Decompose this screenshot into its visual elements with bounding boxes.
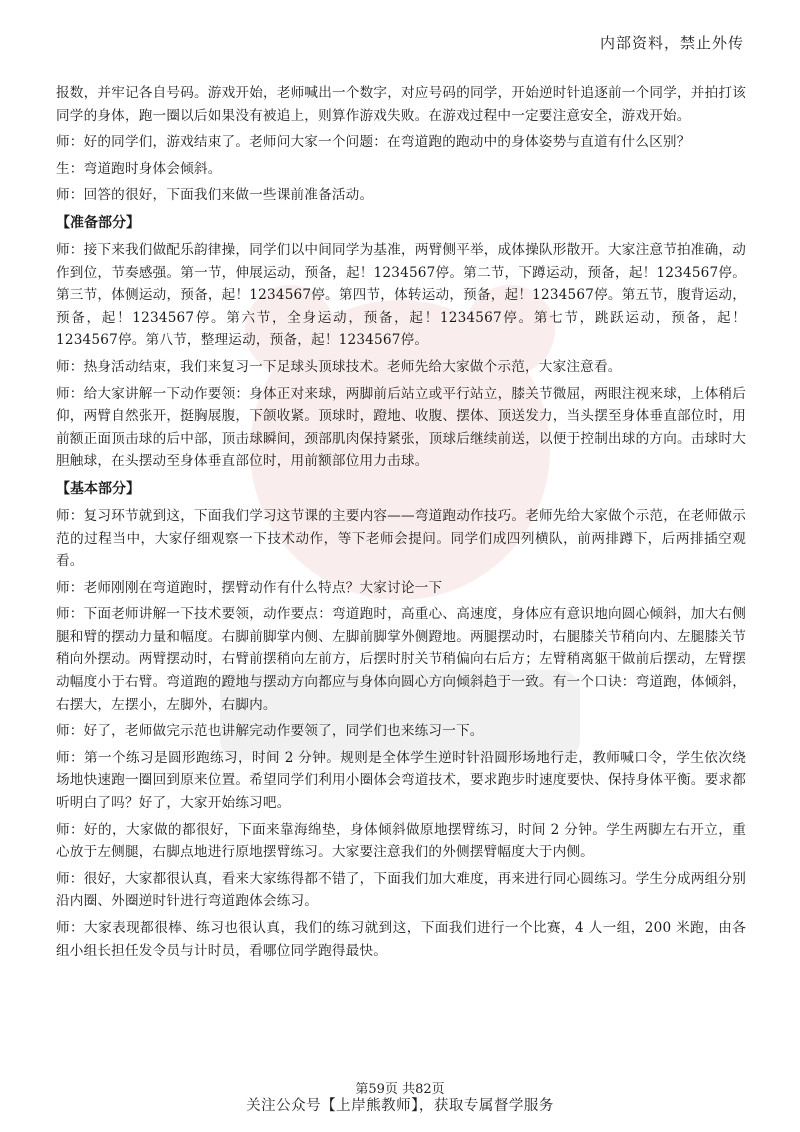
paragraph: 师：很好，大家都很认真，看来大家练得都不错了，下面我们加大难度，再来进行同心圆练习。学生分成两组分别沿内圈、外圈逆时针进行弯道跑体会练习。 bbox=[56, 870, 746, 910]
paragraph: 师：给大家讲解一下动作要领：身体正对来球，两脚前后站立或平行站立，膝关节微屈，两眼注视来球，上体稍后仰，两臂自然张开，挺胸展腹，下颌收紧。顶球时，蹬地、收腹、摆体、顶送发力，当头摆至身体垂直部位时，用前额正面顶击球的后中部，顶击球瞬间，颈部肌肉保持紧张，顶球后继续前送，以便于控制出球的方向。击球时大胆触球，在头摆动至身体垂直部位时，用前额部位用力击球。 bbox=[56, 385, 746, 470]
paragraph: 师：复习环节就到这，下面我们学习这节课的主要内容——弯道跑动作技巧。老师先给大家做个示范，在老师做示范的过程当中，大家仔细观察一下技术动作，等下老师会提问。同学们成四列横队，前两排蹲下，后两排插空观看。 bbox=[56, 507, 746, 570]
section-heading-basic: 【基本部分】 bbox=[56, 480, 140, 497]
confidential-note: 内部资料，禁止外传 bbox=[599, 34, 744, 52]
paragraph: 报数，并牢记各自号码。游戏开始，老师喊出一个数字，对应号码的同学，开始逆时针追逐前一个同学，并拍打该同学的身体，跑一圈以后如果没有被追上，则算作游戏失败。在游戏过程中一定要注意安全，游戏开始。 bbox=[56, 85, 746, 124]
promo-text: 关注公众号【上岸熊教师】，获取专属督学服务 bbox=[246, 1098, 554, 1114]
paragraph: 师：热身活动结束，我们来复习一下足球头顶球技术。老师先给大家做个示范，大家注意看。 bbox=[56, 358, 622, 375]
paragraph: 师：好的同学们，游戏结束了。老师问大家一个问题：在弯道跑的跑动中的身体姿势与直道有什么区别？ bbox=[56, 134, 691, 151]
paragraph: 师：老师刚刚在弯道跑时，摆臂动作有什么特点？大家讨论一下 bbox=[56, 579, 443, 596]
paragraph: 师：第一个练习是圆形跑练习，时间 2 分钟。规则是全体学生逆时针沿圆形场地行走，教师喊口令，学生依次绕场地快速跑一圈回到原来位置。希望同学们利用小圈体会弯道技术，要求跑步时速度要快、保持身体平衡。要求都听明白了吗？好了，大家开始练习吧。 bbox=[56, 749, 746, 812]
paragraph: 师：回答的很好，下面我们来做一些课前准备活动。 bbox=[56, 187, 374, 204]
section-heading-preparation: 【准备部分】 bbox=[56, 214, 140, 231]
paragraph: 师：大家表现都很棒、练习也很认真，我们的练习就到这，下面我们进行一个比赛，4 人一组，200 米跑，由各组小组长担任发令员与计时员，看哪位同学跑得最快。 bbox=[56, 920, 746, 959]
paragraph: 师：下面老师讲解一下技术要领，动作要点：弯道跑时，高重心、高速度，身体应有意识地向圆心倾斜，加大右侧腿和臂的摆动力量和幅度。右脚前脚掌内侧、左脚前脚掌外侧蹬地。两腿摆动时，右腿膝关节稍向内、左腿膝关节稍向外摆动。两臂摆动时，右臂前摆稍向左前方，后摆时肘关节稍偏向右后方；左臂稍离躯干做前后摆动，左臂摆动幅度小于右臂。弯道跑的蹬地与摆动方向都应与身体向圆心方向倾斜趋于一致。有一个口诀：弯道跑，体倾斜，右摆大，左摆小，左脚外，右脚内。 bbox=[56, 606, 746, 713]
document-body bbox=[56, 82, 746, 966]
paragraph: 生：弯道跑时身体会倾斜。 bbox=[56, 160, 222, 177]
paragraph: 师：接下来我们做配乐韵律操，同学们以中间同学为基准，两臂侧平举，成体操队形散开。大家注意节拍准确，动作到位，节奏感强。第一节，伸展运动，预备，起！1234567停。第二节，下蹲运动，预备，起！1234567停。第三节，体侧运动，预备，起！1234567停。第四节，体转运动，预备，起！1234567停。第五节，腹背运动，预备，起！1234567停。第六节，全身运动，预备，起！1234567停。第七节，跳跃运动，预备，起！1234567停。第八节，整理运动，预备，起！1234567停。 bbox=[56, 241, 746, 349]
page-number: 第59页 共82页 bbox=[355, 1082, 445, 1097]
paragraph: 师：好的，大家做的都很好，下面来靠海绵垫，身体倾斜做原地摆臂练习，时间 2 分钟。学生两脚左右开立，重心放于左侧腿，右脚点地进行原地摆臂练习。大家要注意我们的外侧摆臂幅度大于内侧。 bbox=[56, 821, 746, 861]
paragraph: 师：好了，老师做完示范也讲解完动作要领了，同学们也来练习一下。 bbox=[56, 723, 484, 740]
